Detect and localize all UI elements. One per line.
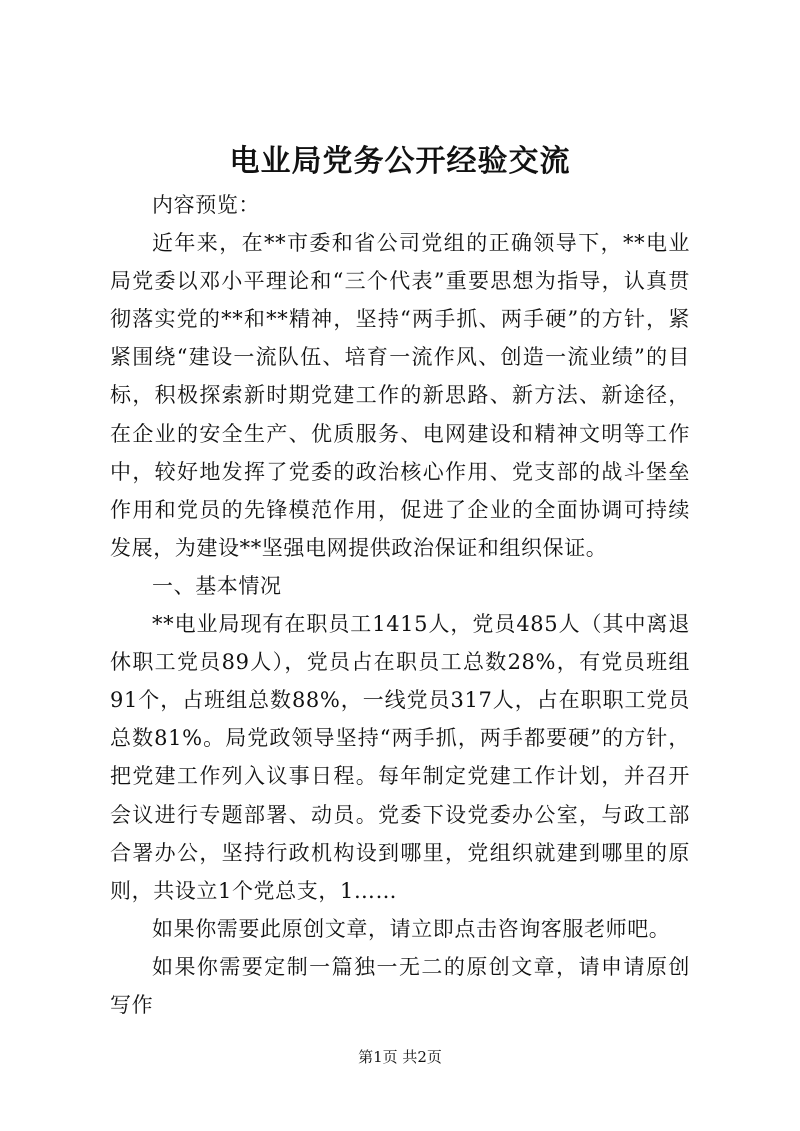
contact-service-link[interactable]: 如果你需要此原创文章，请立即点击咨询客服老师吧。 (152, 916, 671, 941)
document-title: 电业局党务公开经验交流 (229, 144, 571, 179)
section-heading: 一、基本情况 (152, 573, 282, 598)
page-number: 第1页 共2页 (358, 1048, 442, 1066)
preview-label: 内容预览： (152, 193, 260, 217)
basic-situation-paragraph: **电业局现有在职员工1415人，党员485人（其中离退休职工党员89人），党员占在职员工总数28%，有党员班组91个，占班组总数88%，一线党员317人，占在职职工党员总数81%。局党政领导坚持“两手抓，两手都要硬”的方针，把党建工作列入议事日程。每年制定党建工作计划，并召开会议进行专题部署、动员。党委下设党委办公室，与政工部合署办公，坚持行政机构设到哪里，党组织就建到哪里的原则，共设立1个党总支，1…… (110, 612, 690, 903)
custom-writing-link[interactable]: 如果你需要定制一篇独一无二的原创文章，请申请原创写作 (110, 954, 690, 1017)
document-body (110, 186, 690, 1024)
intro-paragraph: 近年来，在**市委和省公司党组的正确领导下，**电业局党委以邓小平理论和“三个代表”重要思想为指导，认真贯彻落实党的**和**精神，坚持“两手抓、两手硬”的方针，紧紧围绕“建设一流队伍、培育一流作风、创造一流业绩”的目标，积极探索新时期党建工作的新思路、新方法、新途径，在企业的安全生产、优质服务、电网建设和精神文明等工作中，较好地发挥了党委的政治核心作用、党支部的战斗堡垒作用和党员的先锋模范作用，促进了企业的全面协调可持续发展，为建设**坚强电网提供政治保证和组织保证。 (110, 231, 690, 560)
